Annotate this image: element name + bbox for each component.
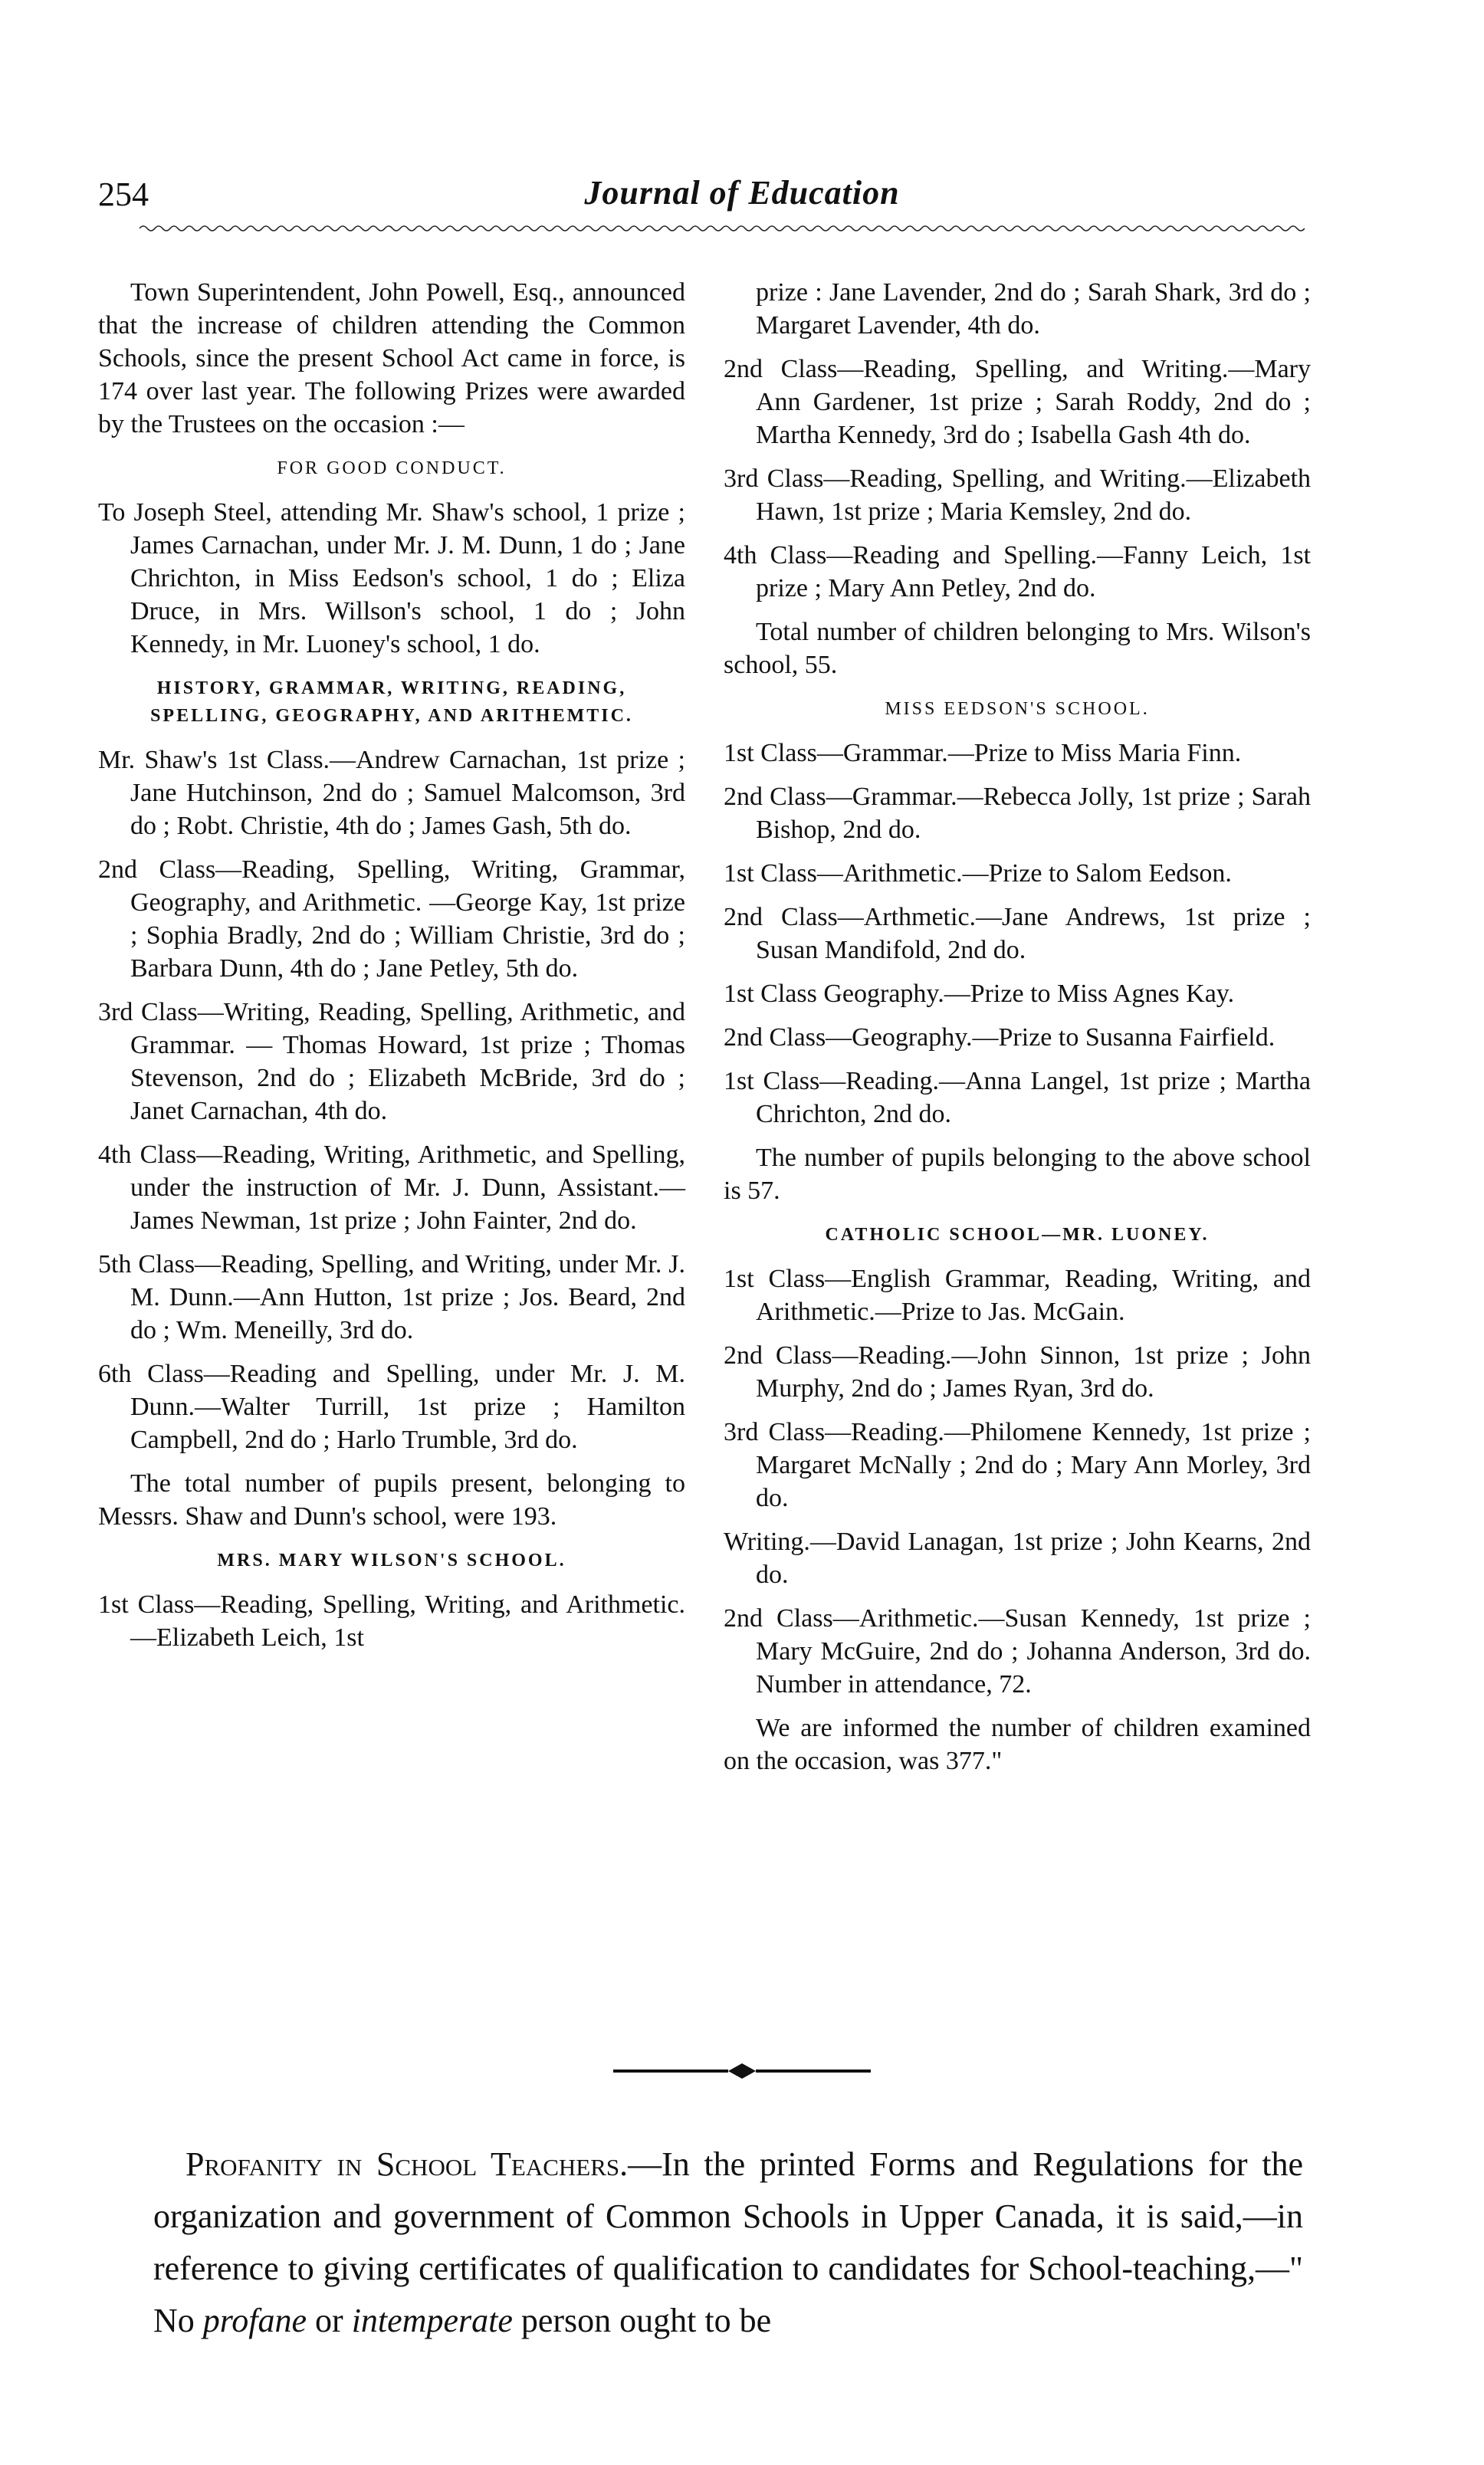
profanity-text-or: or <box>307 2302 352 2339</box>
catholic-item-4: Writing.—David Lanagan, 1st prize ; John Kearns, 2nd do. <box>724 1528 1311 1589</box>
wilson-class-3: 3rd Class—Reading, Spelling, and Writing.—Elizabeth Hawn, 1st prize ; Maria Kemsley, 2nd do. <box>724 464 1311 526</box>
shaw-class-2: 2nd Class—Reading, Spelling, Writing, Grammar, Geography, and Arithmetic. —George Kay, 1st prize ; Sophia Bradly, 2nd do ; William Christie, 3rd do ; Barbara Dunn, 4th do ; Jane Petley, 5th do. <box>98 855 685 983</box>
right-column <box>724 276 1311 1788</box>
eedson-total: The number of pupils belonging to the above school is 57. <box>724 1144 1311 1205</box>
conduct-paragraph: To Joseph Steel, attending Mr. Shaw's school, 1 prize ; James Carnachan, under Mr. J. M. Dunn, 1 do ; Jane Chrichton, in Miss Eedson's school, 1 do ; Eliza Druce, in Mrs. Willson's school, 1 do ; John Kennedy, in Mr. Luoney's school, 1 do. <box>98 498 685 658</box>
heading-eedson-school: MISS EEDSON'S SCHOOL. <box>885 699 1150 719</box>
heading-good-conduct: FOR GOOD CONDUCT. <box>277 458 507 478</box>
eedson-item-6: 2nd Class—Geography.—Prize to Susanna Fairfield. <box>724 1023 1276 1052</box>
eedson-item-5: 1st Class Geography.—Prize to Miss Agnes Kay. <box>724 980 1235 1008</box>
eedson-item-2: 2nd Class—Grammar.—Rebecca Jolly, 1st prize ; Sarah Bishop, 2nd do. <box>724 783 1311 844</box>
wilson-class-2: 2nd Class—Reading, Spelling, and Writing.—Mary Ann Gardener, 1st prize ; Sarah Roddy, 2nd do ; Martha Kennedy, 3rd do ; Isabella Gash 4th do. <box>724 355 1311 449</box>
eedson-item-7: 1st Class—Reading.—Anna Langel, 1st prize ; Martha Chrichton, 2nd do. <box>724 1067 1311 1128</box>
profanity-paragraph <box>153 2138 1303 2347</box>
profanity-section <box>153 2138 1303 2347</box>
profanity-text: —In the printed Forms and Regulations for the organization and government of Common Schools in Upper Canada, it is said,—in reference to giving certificates of qualification to candidates for School-teaching,—" No <box>153 2145 1303 2339</box>
profanity-lead: Profanity in School Teachers. <box>186 2145 629 2183</box>
heading-catholic-school: CATHOLIC SCHOOL—MR. LUONEY. <box>825 1225 1210 1245</box>
catholic-item-3: 3rd Class—Reading.—Philomene Kennedy, 1st prize ; Margaret McNally ; 2nd do ; Mary Ann Morley, 3rd do. <box>724 1418 1311 1512</box>
profanity-text-tail: person ought to be <box>512 2302 772 2339</box>
shaw-class-5: 5th Class—Reading, Spelling, and Writing, under Mr. J. M. Dunn.—Ann Hutton, 1st prize ; Jos. Beard, 2nd do ; Wm. Meneilly, 3rd do. <box>98 1250 685 1344</box>
closing-paragraph: We are informed the number of children examined on the occasion, was 377." <box>724 1714 1311 1775</box>
wilson-class-4: 4th Class—Reading and Spelling.—Fanny Leich, 1st prize ; Mary Ann Petley, 2nd do. <box>724 541 1311 602</box>
eedson-item-1: 1st Class—Grammar.—Prize to Miss Maria Finn. <box>724 739 1242 767</box>
shaw-class-1: Mr. Shaw's 1st Class.—Andrew Carnachan, 1st prize ; Jane Hutchinson, 2nd do ; Samuel Malcomson, 3rd do ; Robt. Christie, 4th do ; James Gash, 5th do. <box>98 746 685 840</box>
shaw-class-6: 6th Class—Reading and Spelling, under Mr. J. M. Dunn.—Walter Turrill, 1st prize ; Hamilton Campbell, 2nd do ; Harlo Trumble, 3rd do. <box>98 1360 685 1454</box>
heading-subjects: HISTORY, GRAMMAR, WRITING, READING, SPELLING, GEOGRAPHY, AND ARITHEMTIC. <box>150 678 633 726</box>
intro-paragraph: Town Superintendent, John Powell, Esq., announced that the increase of children attending the Common Schools, since the present School Act came in force, is 174 over last year. The following Prizes were awarded by the Trustees on the occasion :— <box>98 278 685 438</box>
profanity-emphasis-intemperate: intemperate <box>351 2302 513 2339</box>
wilson-total: Total number of children belonging to Mrs. Wilson's school, 55. <box>724 618 1311 679</box>
catholic-item-2: 2nd Class—Reading.—John Sinnon, 1st prize ; John Murphy, 2nd do ; James Ryan, 3rd do. <box>724 1341 1311 1403</box>
journal-title: Journal of Education <box>584 174 900 212</box>
wilson-class-1-start: 1st Class—Reading, Spelling, Writing, and Arithmetic.—Elizabeth Leich, 1st <box>98 1590 685 1652</box>
shaw-total: The total number of pupils present, belonging to Messrs. Shaw and Dunn's school, were 193. <box>98 1469 685 1531</box>
shaw-class-3: 3rd Class—Writing, Reading, Spelling, Arithmetic, and Grammar. — Thomas Howard, 1st prize ; Thomas Stevenson, 2nd do ; Elizabeth McBride, 3rd do ; Janet Carnachan, 4th do. <box>98 998 685 1125</box>
catholic-item-1: 1st Class—English Grammar, Reading, Writing, and Arithmetic.—Prize to Jas. McGain. <box>724 1265 1311 1326</box>
profanity-emphasis-profane: profane <box>202 2302 307 2339</box>
wilson-class-1-end: prize : Jane Lavender, 2nd do ; Sarah Shark, 3rd do ; Margaret Lavender, 4th do. <box>756 278 1311 340</box>
eedson-item-3: 1st Class—Arithmetic.—Prize to Salom Eedson. <box>724 859 1232 888</box>
left-column <box>98 276 685 1665</box>
catholic-item-5: 2nd Class—Arithmetic.—Susan Kennedy, 1st prize ; Mary McGuire, 2nd do ; Johanna Anderson, 3rd do. Number in attendance, 72. <box>724 1604 1311 1699</box>
shaw-class-4: 4th Class—Reading, Writing, Arithmetic, and Spelling, under the instruction of Mr. J. Dunn, Assistant.—James Newman, 1st prize ; John Fainter, 2nd do. <box>98 1141 685 1235</box>
header-wavy-rule <box>140 224 1305 233</box>
page-number: 254 <box>98 176 149 213</box>
heading-wilson-school: MRS. MARY WILSON'S SCHOOL. <box>217 1551 566 1571</box>
eedson-item-4: 2nd Class—Arthmetic.—Jane Andrews, 1st prize ; Susan Mandifold, 2nd do. <box>724 903 1311 964</box>
section-divider <box>613 2062 871 2080</box>
